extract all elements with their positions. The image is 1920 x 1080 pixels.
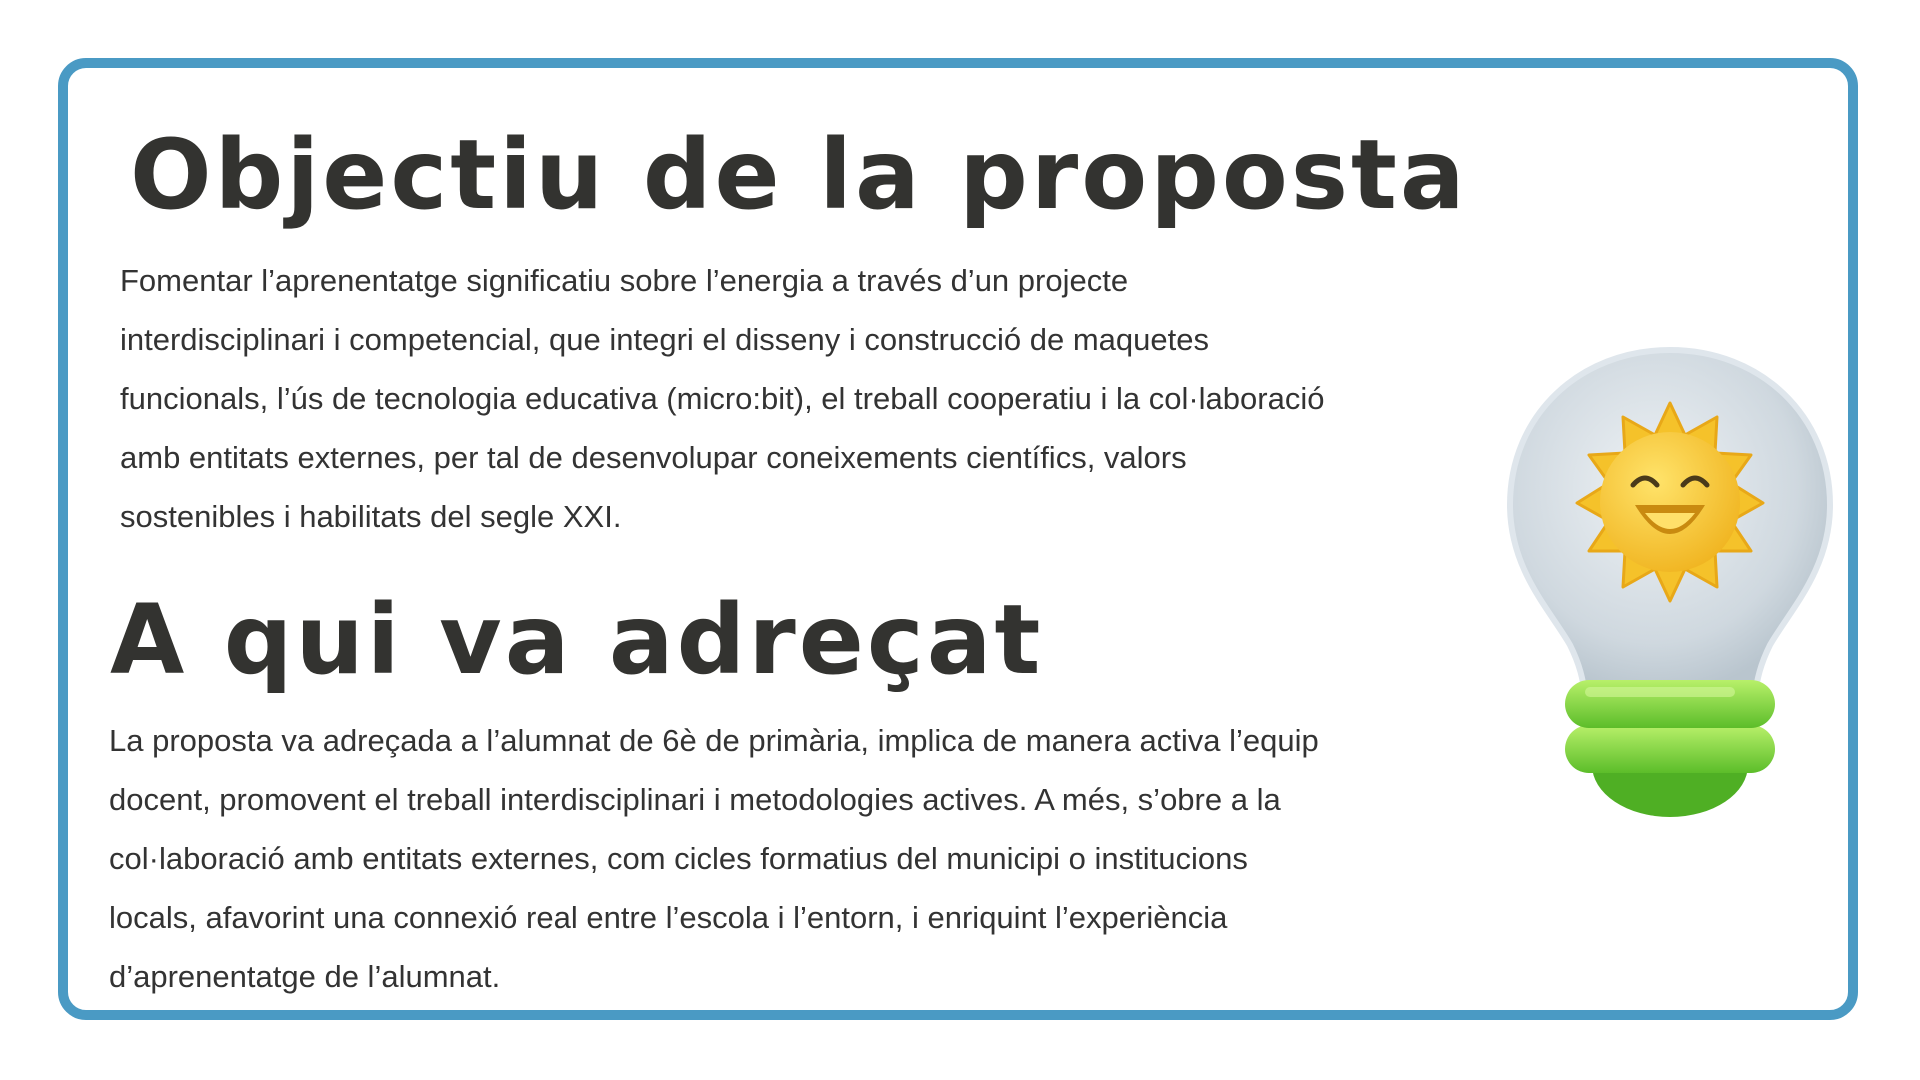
audience-line: d’aprenentatge de l’alumnat. [109,959,501,994]
objective-line: interdisciplinari i competencial, que integri el disseny i construcció de maquetes [120,322,1209,357]
audience-paragraph [109,711,1519,1006]
audience-line: locals, afavorint una connexió real entre l’escola i l’entorn, i enriquint l’experiència [109,900,1228,935]
objective-paragraph [120,251,1520,546]
audience-line: col·laboració amb entitats externes, com cicles formatius del municipi o institucions [109,841,1248,876]
objective-line: amb entitats externes, per tal de desenvolupar coneixements científics, valors [120,440,1187,475]
audience-line: docent, promovent el treball interdisciplinari i metodologies actives. A més, s’obre a la [109,782,1281,817]
objective-line: funcionals, l’ús de tecnologia educativa (micro:bit), el treball cooperatiu i la col·laboració [120,381,1325,416]
audience-title: A qui va adreçat [110,584,1044,696]
sun-lightbulb-icon [1495,345,1845,825]
objective-line: sostenibles i habilitats del segle XXI. [120,499,622,534]
objective-line: Fomentar l’aprenentatge significatiu sobre l’energia a través d’un projecte [120,263,1129,298]
objective-title: Objectiu de la proposta [130,119,1468,231]
audience-line: La proposta va adreçada a l’alumnat de 6è de primària, implica de manera activa l’equip [109,723,1319,758]
